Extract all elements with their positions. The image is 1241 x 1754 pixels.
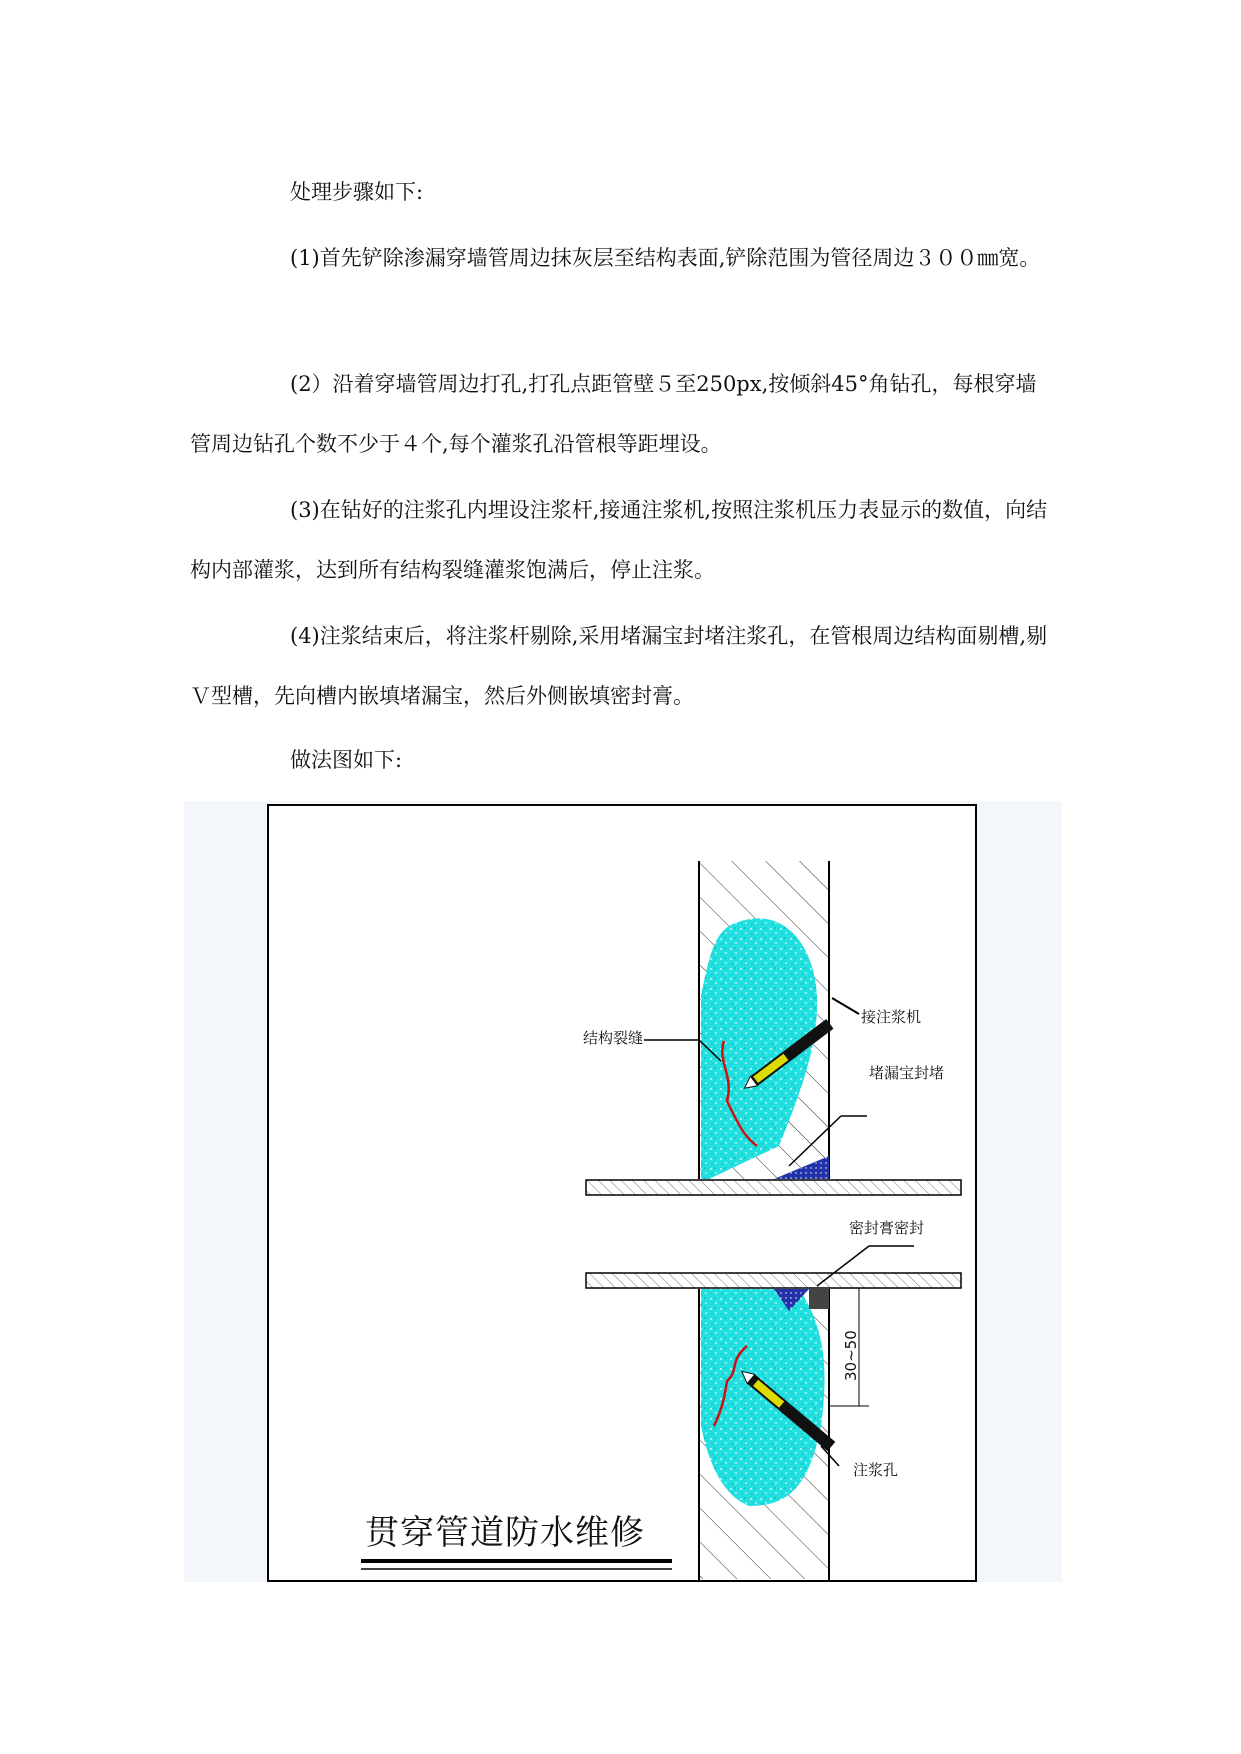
step-1-paragraph: (1)首先铲除渗漏穿墙管周边抹灰层至结构表面,铲除范围为管径周边３００㎜宽。 (290, 246, 1041, 270)
label-grout-machine: 接注浆机 (861, 1008, 922, 1026)
upper-pipe (586, 1180, 961, 1195)
step-4-paragraph: (4)注浆结束后，将注浆杆剔除,采用堵漏宝封堵注浆孔，在管根周边结构面剔槽,剔Ｖ型槽，先向槽内嵌填堵漏宝，然后外侧嵌填密封膏。 (190, 624, 1048, 708)
step-3-paragraph: (3)在钻好的注浆孔内埋设注浆杆,接通注浆机,按照注浆机压力表显示的数值，向结构内部灌浆，达到所有结构裂缝灌浆饱满后，停止注浆。 (190, 498, 1048, 582)
step-2-paragraph: (2）沿着穿墙管周边打孔,打孔点距管壁５至250px,按倾斜45°角钻孔，每根穿墙管周边钻孔个数不少于４个,每个灌浆孔沿管根等距埋设。 (190, 372, 1037, 456)
pipe-waterproofing-diagram (269, 806, 975, 1580)
intro-text: 处理步骤如下: (290, 180, 424, 204)
upper-wall-section (699, 861, 833, 1179)
figure-intro-text: 做法图如下: (290, 748, 403, 772)
diagram-title: 贯穿管道防水维修 (365, 1513, 645, 1553)
lower-wall-section (699, 1289, 835, 1580)
label-structural-crack: 结构裂缝 (583, 1029, 644, 1047)
grout-machine-leader (832, 998, 859, 1014)
label-plug-seal: 堵漏宝封堵 (869, 1064, 945, 1082)
label-injection-hole: 注浆孔 (853, 1461, 899, 1479)
dimension-label: 30~50 (842, 1330, 860, 1381)
figure-frame (267, 804, 977, 1582)
sealant-block (809, 1289, 829, 1309)
lower-pipe (586, 1273, 961, 1288)
label-sealant: 密封膏密封 (849, 1219, 925, 1237)
